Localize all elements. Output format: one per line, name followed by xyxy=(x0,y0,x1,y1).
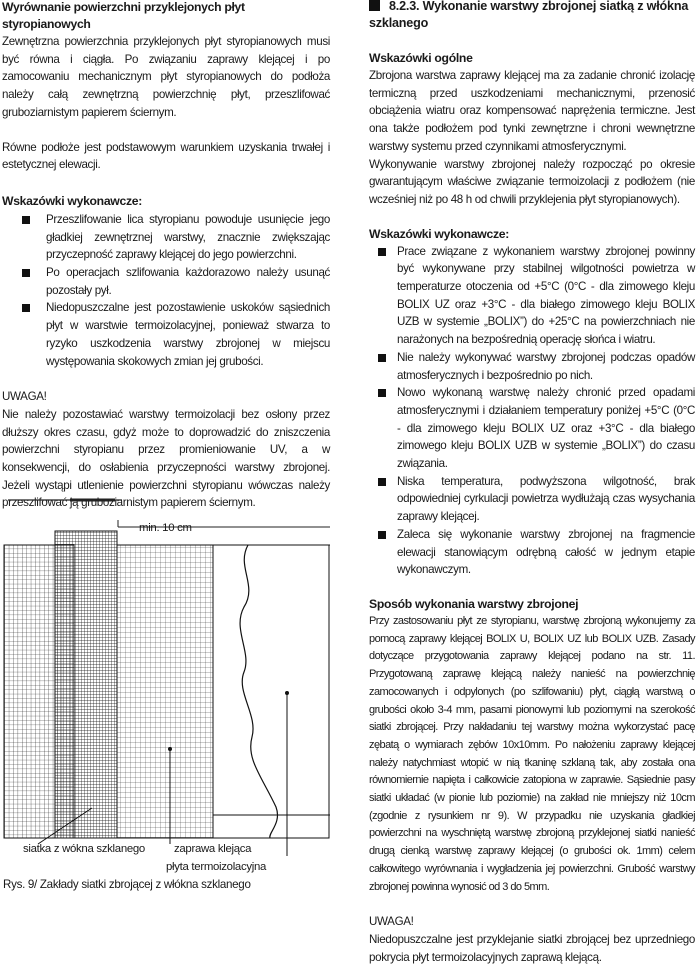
label-board: płyta termoizolacyjna xyxy=(166,861,267,873)
bullet-icon xyxy=(378,354,386,362)
right-column xyxy=(369,0,695,966)
hints-heading-left: Wskazówki wykonawcze: xyxy=(2,193,142,208)
bullet-icon xyxy=(378,478,386,486)
list-item: Niska temperatura, podwyższona wilgotność, brak odpowiedniej cyrkulacji powietrza wydłużają czas wysychania zaprawy klejącej. xyxy=(369,473,695,526)
list-item: Prace związane z wykonaniem warstwy zbrojonej powinny być wykonywane przy stabilnej wilgotności powietrza w temperaturze otoczenia od +5°C (0°C - dla zimowego kleju BOLIX UZ oraz +3°C - dla białego zimowego kleju BOLIX UZB w systemie „BOLIX”) do +25°C na powierzchniach nie narażonych na bezpośrednią operację słońca i wiatru. xyxy=(369,243,695,349)
bullet-icon xyxy=(378,531,386,539)
label-mortar: zaprawa klejąca xyxy=(174,843,252,855)
mesh-overlap-figure xyxy=(0,487,340,882)
list-item: Nie należy wykonywać warstwy zbrojonej podczas opadów atmosferycznych i bezpośrednio po nich. xyxy=(369,349,695,384)
paragraph-timing: Wykonywanie warstwy zbrojonej należy rozpocząć po okresie gwarantującym właściwe związanie termoizolacji z podłożem (nie wcześniej niż po 48 h od chwili przyklejenia płyt styropianowych). xyxy=(369,157,695,206)
bullet-icon xyxy=(22,216,30,224)
paragraph-method: Przy zastosowaniu płyt ze styropianu, warstwę zbrojoną wykonujemy za pomocą zaprawy klejącej BOLIX U, BOLIX UZ lub BOLIX UZB. Zasady dotyczące przygotowania zaprawy klejącej podano na str. 11. Przygotowaną zaprawę klejącą należy nanieść na powierzchnię zamocowanych i odpylonych (po szlifowaniu) płyt, ciągłą warstwą o grubości około 3-4 mm, pasami pionowymi lub poziomymi na szerokość siatki zbrojącej. Przy nakładaniu tej warstwy można wykorzystać pacę zębatą o wymiarach zębów 10x10mm. Po nałożeniu zaprawy klejącej należy natychmiast wtopić w nią tkaninę szklaną tak, aby została ona równomiernie napięta i całkowicie zatopiona w zaprawie. Sąsiednie pasy siatki układać (w pionie lub poziomie) na zakład nie mniejszy niż 10cm (zgodnie z rysunkiem nr 9). W przypadku nie uzyskania gładkiej powierzchni na wyschniętą warstwę zbrojoną przyklejonej siatki nanieść drugą cienką warstwę zaprawy klejącej (o grubości ok. 1mm) celem całkowitego wyrównania i wygładzenia jej powierzchni. Grubość warstwy zbrojonej powinna wynosić od 3 do 5mm. xyxy=(369,614,695,893)
hints-list-right xyxy=(369,243,695,579)
paragraph-general: Zbrojona warstwa zaprawy klejącej ma za zadanie chronić izolację termiczną przed uszkodzeniami mechanicznymi, przenosić obciążenia wiatru oraz kompensować naprężenia termiczne. Jest ona także podłożem pod tynki zewnętrzne i chroni wewnętrzne warstwy systemu przed czynnikami atmosferycznymi. xyxy=(369,69,695,153)
bullet-icon xyxy=(22,269,30,277)
paragraph-substrate: Równe podłoże jest podstawowym warunkiem uzyskania trwałej i estetycznej elewacji. xyxy=(2,140,330,172)
list-item: Niedopuszczalne jest pozostawienie uskoków sąsiednich płyt w warstwie termoizolacyjnej, ponieważ stwarza to ryzyko uszkodzenia warstwy zbrojonej w miejscu występowania skokowych zmian jej grubości. xyxy=(2,299,330,370)
hints-heading-right: Wskazówki wykonawcze: xyxy=(369,226,509,241)
section-heading-leveling: Wyrównanie powierzchni przyklejonych płyt styropianowych xyxy=(2,0,245,31)
dimension-label: min. 10 cm xyxy=(139,522,192,534)
bullet-icon xyxy=(22,304,30,312)
general-heading: Wskazówki ogólne xyxy=(369,51,473,65)
left-column xyxy=(2,0,330,512)
list-item: Zaleca się wykonanie warstwy zbrojonej na fragmencie elewacji stanowiącym odrębną całość w jednym etapie wykonawczym. xyxy=(369,526,695,579)
method-heading: Sposób wykonania warstwy zbrojonej xyxy=(369,596,579,611)
warning-heading-right: UWAGA! xyxy=(369,915,414,929)
section-title: 8.2.3. Wykonanie warstwy zbrojonej siatką z włókna szklanego xyxy=(369,0,689,30)
warning-text-left: Nie należy pozostawiać warstwy termoizolacji bez osłony przez dłuższy okres czasu, gdyż może to doprowadzić do zniszczenia powierzchni styropianu przez promieniowanie UV, a w konsekwencji, do osłabienia przyczepności warstwy zbrojonej. Jeżeli wystąpi utlenienie powierzchni styropianu wówczas należy przeszlifować ją gruboziarnistym papierem ściernym. xyxy=(2,407,330,510)
figure-caption: Rys. 9/ Zakłady siatki zbrojącej z włókna szklanego xyxy=(3,878,251,891)
bullet-icon xyxy=(378,248,386,256)
paragraph-leveling: Zewnętrzna powierzchnia przyklejonych płyt styropianowych musi być równa i ciągła. Po związaniu zaprawy klejącej i po zamocowaniu mechanicznym płyt styropianowych do podłoża należy całą zewnętrzną powierzchnię płyt, przeszlifować gruboziarnistym papierem ściernym. xyxy=(2,35,330,119)
list-item: Przeszlifowanie lica styropianu powoduje usunięcie jego gładkiej zewnętrznej warstwy, znacznie zwiększając przyczepność zaprawy klejącej do jego powierzchni. xyxy=(2,211,330,264)
hints-list-left xyxy=(2,211,330,370)
bullet-icon xyxy=(378,389,386,397)
warning-heading-left: UWAGA! xyxy=(2,390,47,404)
mesh-overlap-drawing xyxy=(0,487,340,877)
warning-text-right: Niedopuszczalne jest przyklejanie siatki zbrojącej bez uprzedniego pokrycia płyt termoizolacyjnych zaprawą klejącą. xyxy=(369,932,695,964)
section-marker-icon xyxy=(369,0,380,11)
list-item: Po operacjach szlifowania każdorazowo należy usunąć pozostały pył. xyxy=(2,264,330,299)
label-mesh: siatka z wókna szklanego xyxy=(23,843,145,855)
list-item: Nowo wykonaną warstwę należy chronić przed opadami atmosferycznymi i działaniem temperatury poniżej +5°C (0°C - dla zimowego kleju BOLIX UZ oraz +3°C - dla białego zimowego kleju BOLIX UZB w systemie „BOLIX”) do czasu związania. xyxy=(369,384,695,473)
